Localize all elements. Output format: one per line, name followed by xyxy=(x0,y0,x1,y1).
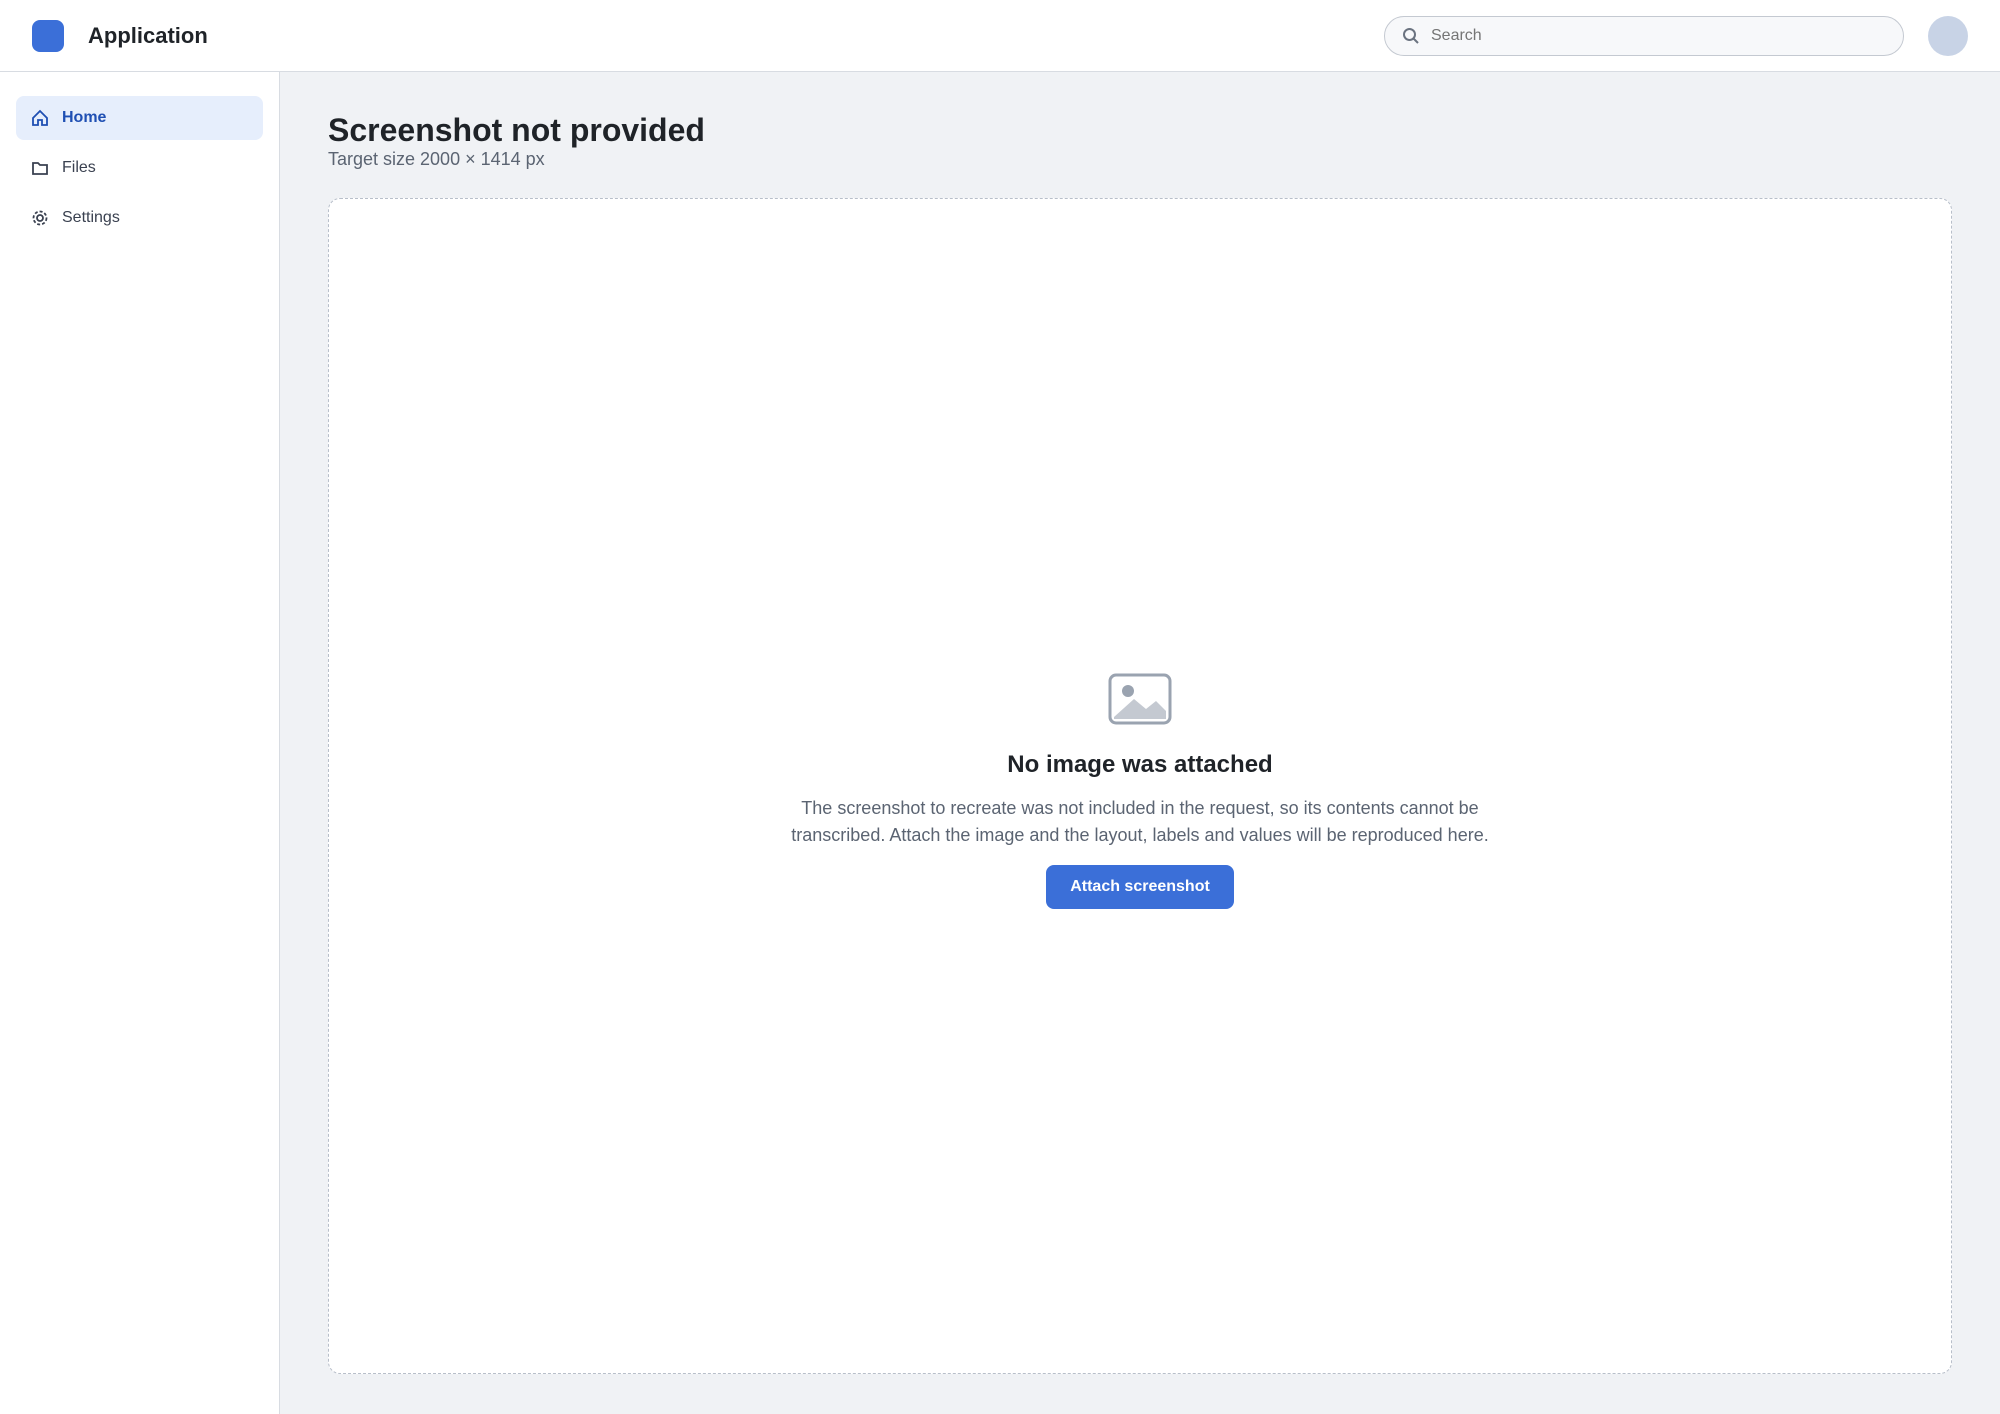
sidebar-item-label: Home xyxy=(62,109,107,126)
search-icon xyxy=(1401,26,1421,46)
gear-icon xyxy=(30,208,50,228)
home-icon xyxy=(30,108,50,128)
search-input[interactable] xyxy=(1431,27,1887,45)
page-subtitle: Target size 2000 × 1414 px xyxy=(328,149,545,169)
folder-icon xyxy=(30,158,50,178)
page-title: Screenshot not provided xyxy=(328,112,705,148)
sidebar-item-label: Settings xyxy=(62,209,120,226)
main-content xyxy=(280,72,2000,1414)
sidebar-item-label: Files xyxy=(62,159,96,176)
content-area xyxy=(0,72,2000,1414)
sidebar-item-settings[interactable] xyxy=(16,196,263,240)
sidebar-item-files[interactable] xyxy=(16,146,263,190)
top-bar xyxy=(0,0,2000,72)
sidebar-item-home[interactable] xyxy=(16,96,263,140)
app-title: Application xyxy=(88,22,208,48)
missing-image-panel xyxy=(328,198,1952,1374)
app-logo xyxy=(32,20,64,52)
image-placeholder-icon xyxy=(1104,663,1176,735)
user-avatar[interactable] xyxy=(1928,16,1968,56)
sidebar xyxy=(0,72,280,1414)
notice-text: The screenshot to recreate was not included in the request, so its contents cannot be transcribed. Attach the image and the layout, labels and values will be reproduced here. xyxy=(791,798,1489,845)
search-bar[interactable] xyxy=(1384,16,1904,56)
notice-title: No image was attached xyxy=(1007,751,1273,778)
attach-screenshot-button[interactable]: Attach screenshot xyxy=(1046,865,1234,909)
